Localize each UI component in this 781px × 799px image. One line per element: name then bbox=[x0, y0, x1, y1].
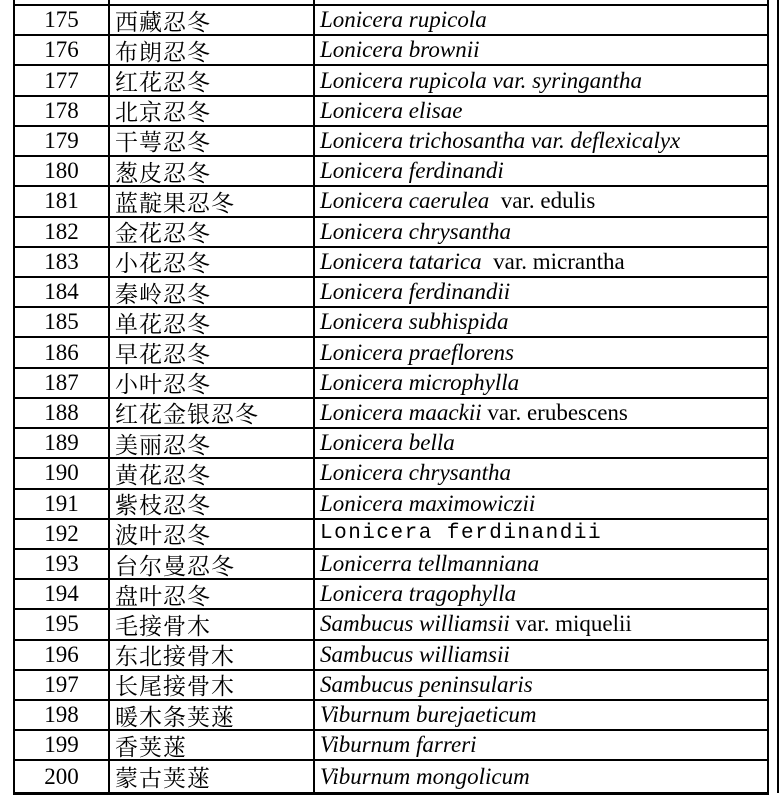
latin-name bbox=[315, 157, 767, 185]
row-number: 195 bbox=[15, 610, 110, 638]
row-number: 177 bbox=[15, 66, 110, 94]
latin-name bbox=[315, 580, 767, 608]
chinese-name: 长尾接骨木 bbox=[110, 671, 315, 699]
row-number: 200 bbox=[15, 761, 110, 791]
row-number: 183 bbox=[15, 248, 110, 276]
latin-name bbox=[315, 308, 767, 336]
latin-name bbox=[315, 338, 767, 366]
table-row bbox=[15, 671, 767, 701]
latin-name bbox=[315, 490, 767, 518]
table-row bbox=[15, 761, 767, 791]
table-row bbox=[15, 701, 767, 731]
row-number: 175 bbox=[15, 6, 110, 34]
chinese-name: 香荚蒾 bbox=[110, 731, 315, 759]
latin-name bbox=[315, 36, 767, 64]
row-number: 190 bbox=[15, 459, 110, 487]
table-row bbox=[15, 580, 767, 610]
latin-name bbox=[315, 731, 767, 759]
chinese-name-cell-partial bbox=[110, 0, 315, 4]
latin-segment: Sambucus williamsii bbox=[320, 611, 510, 637]
row-number: 197 bbox=[15, 671, 110, 699]
chinese-name: 波叶忍冬 bbox=[110, 520, 315, 548]
table-row bbox=[15, 610, 767, 640]
latin-segment: Lonicera subhispida bbox=[320, 309, 509, 335]
latin-segment: var. micrantha bbox=[481, 248, 625, 274]
chinese-name: 东北接骨木 bbox=[110, 641, 315, 669]
right-edge-line bbox=[777, 0, 779, 793]
row-number: 191 bbox=[15, 490, 110, 518]
row-number: 187 bbox=[15, 369, 110, 397]
latin-segment: Lonicera bella bbox=[320, 430, 455, 456]
latin-name bbox=[315, 610, 767, 638]
latin-segment: Lonicera tatarica bbox=[320, 248, 482, 274]
latin-name-cell-partial bbox=[315, 0, 767, 4]
table-row bbox=[15, 218, 767, 248]
latin-segment: Lonicera rupicola bbox=[320, 7, 487, 33]
chinese-name: 西藏忍冬 bbox=[110, 6, 315, 34]
table-row bbox=[15, 97, 767, 127]
table-row bbox=[15, 157, 767, 187]
table-row bbox=[15, 490, 767, 520]
latin-segment: Lonicera caerulea bbox=[320, 188, 490, 214]
row-number: 178 bbox=[15, 97, 110, 125]
chinese-name: 秦岭忍冬 bbox=[110, 278, 315, 306]
chinese-name: 美丽忍冬 bbox=[110, 429, 315, 457]
latin-segment: var. erubescens bbox=[481, 399, 628, 425]
chinese-name: 盘叶忍冬 bbox=[110, 580, 315, 608]
table-row bbox=[15, 66, 767, 96]
table-row bbox=[15, 187, 767, 217]
chinese-name: 干萼忍冬 bbox=[110, 127, 315, 155]
chinese-name: 红花金银忍冬 bbox=[110, 399, 315, 427]
latin-name bbox=[315, 671, 767, 699]
latin-segment: Lonicera elisae bbox=[320, 97, 463, 123]
latin-segment: Viburnum farreri bbox=[320, 732, 477, 758]
table-row bbox=[15, 6, 767, 36]
species-table-body bbox=[15, 6, 767, 792]
table-row bbox=[15, 308, 767, 338]
table-row bbox=[15, 429, 767, 459]
table-row bbox=[15, 369, 767, 399]
table-row bbox=[15, 278, 767, 308]
chinese-name: 小花忍冬 bbox=[110, 248, 315, 276]
table-row bbox=[15, 248, 767, 278]
chinese-name: 北京忍冬 bbox=[110, 97, 315, 125]
latin-segment: var. edulis bbox=[489, 188, 596, 214]
latin-segment: Lonicera maackii bbox=[320, 399, 482, 425]
row-number: 199 bbox=[15, 731, 110, 759]
latin-segment: Lonicera brownii bbox=[320, 37, 480, 63]
latin-segment: Lonicera maximowiczii bbox=[320, 490, 536, 516]
latin-segment: Lonicera ferdinandii bbox=[320, 522, 603, 546]
latin-name bbox=[315, 429, 767, 457]
latin-segment: Lonicera microphylla bbox=[320, 369, 520, 395]
row-number: 193 bbox=[15, 550, 110, 578]
chinese-name: 单花忍冬 bbox=[110, 308, 315, 336]
table-row bbox=[15, 127, 767, 157]
chinese-name: 暖木条荚蒾 bbox=[110, 701, 315, 729]
row-number: 176 bbox=[15, 36, 110, 64]
row-number: 196 bbox=[15, 641, 110, 669]
table-row bbox=[15, 641, 767, 671]
table-row bbox=[15, 520, 767, 550]
latin-segment: Lonicera chrysantha bbox=[320, 460, 512, 486]
latin-segment: Lonicera tragophylla bbox=[320, 581, 517, 607]
row-number: 186 bbox=[15, 338, 110, 366]
latin-segment: Lonicerra tellmanniana bbox=[320, 551, 540, 577]
latin-segment: Sambucus peninsularis bbox=[320, 671, 533, 697]
latin-name bbox=[315, 248, 767, 276]
latin-segment: Viburnum burejaeticum bbox=[320, 702, 537, 728]
row-number: 181 bbox=[15, 187, 110, 215]
chinese-name: 布朗忍冬 bbox=[110, 36, 315, 64]
latin-name bbox=[315, 6, 767, 34]
latin-segment: Lonicera ferdinandii bbox=[320, 279, 511, 305]
table-row bbox=[15, 399, 767, 429]
latin-name bbox=[315, 550, 767, 578]
latin-segment: Sambucus williamsii bbox=[320, 641, 510, 667]
table-row bbox=[15, 338, 767, 368]
chinese-name: 小叶忍冬 bbox=[110, 369, 315, 397]
row-number: 194 bbox=[15, 580, 110, 608]
row-number: 184 bbox=[15, 278, 110, 306]
row-number: 179 bbox=[15, 127, 110, 155]
row-number-cell-partial bbox=[15, 0, 110, 4]
chinese-name: 毛接骨木 bbox=[110, 610, 315, 638]
row-number: 188 bbox=[15, 399, 110, 427]
latin-segment: Lonicera ferdinandi bbox=[320, 158, 504, 184]
latin-segment: Lonicera praeflorens bbox=[320, 339, 514, 365]
row-number: 180 bbox=[15, 157, 110, 185]
table-row bbox=[15, 550, 767, 580]
row-number: 185 bbox=[15, 308, 110, 336]
table-row bbox=[15, 36, 767, 66]
latin-name bbox=[315, 66, 767, 94]
latin-name bbox=[315, 701, 767, 729]
chinese-name: 蒙古荚蒾 bbox=[110, 761, 315, 791]
latin-name bbox=[315, 97, 767, 125]
chinese-name: 早花忍冬 bbox=[110, 338, 315, 366]
latin-name bbox=[315, 459, 767, 487]
latin-name bbox=[315, 369, 767, 397]
table-row bbox=[15, 459, 767, 489]
row-number: 182 bbox=[15, 218, 110, 246]
latin-name bbox=[315, 399, 767, 427]
row-number: 189 bbox=[15, 429, 110, 457]
chinese-name: 紫枝忍冬 bbox=[110, 490, 315, 518]
row-number: 192 bbox=[15, 520, 110, 548]
chinese-name: 葱皮忍冬 bbox=[110, 157, 315, 185]
latin-name bbox=[315, 127, 767, 155]
latin-segment: Lonicera chrysantha bbox=[320, 218, 512, 244]
latin-segment: var. miquelii bbox=[509, 611, 632, 637]
chinese-name: 红花忍冬 bbox=[110, 66, 315, 94]
latin-name bbox=[315, 187, 767, 215]
chinese-name: 黄花忍冬 bbox=[110, 459, 315, 487]
chinese-name: 蓝靛果忍冬 bbox=[110, 187, 315, 215]
chinese-name: 金花忍冬 bbox=[110, 218, 315, 246]
chinese-name: 台尔曼忍冬 bbox=[110, 550, 315, 578]
latin-name bbox=[315, 218, 767, 246]
latin-segment: Viburnum mongolicum bbox=[320, 763, 530, 789]
latin-name bbox=[315, 278, 767, 306]
row-number: 198 bbox=[15, 701, 110, 729]
latin-name bbox=[315, 641, 767, 669]
latin-name bbox=[315, 761, 767, 791]
latin-name bbox=[315, 520, 767, 548]
species-table bbox=[13, 0, 769, 795]
latin-segment: Lonicera rupicola var. syringantha bbox=[320, 67, 642, 93]
latin-segment: Lonicera trichosantha var. deflexicalyx bbox=[320, 127, 681, 153]
table-row bbox=[15, 731, 767, 761]
